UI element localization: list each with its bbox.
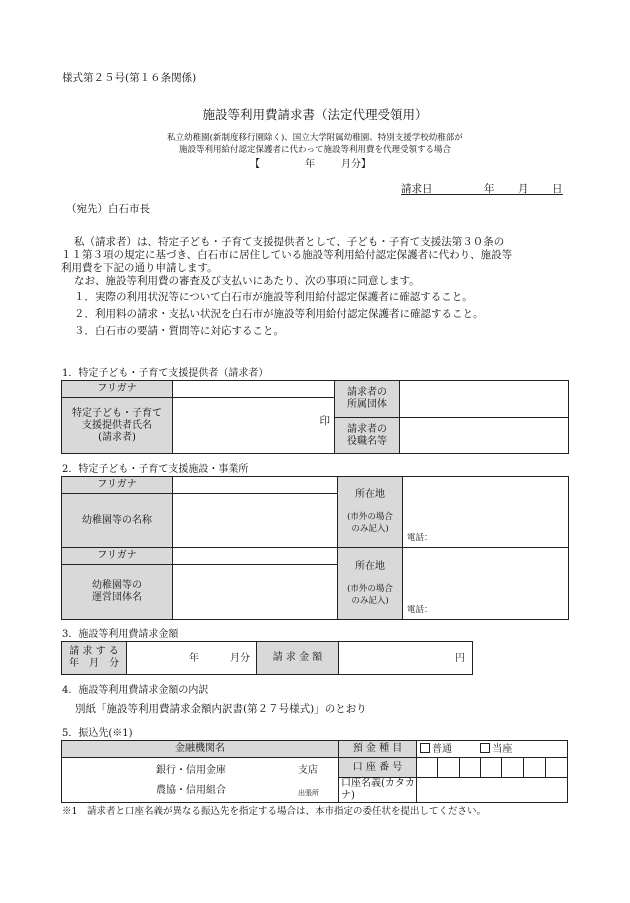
addressee: （宛先）白石市長 (66, 203, 150, 215)
account-digit-3[interactable] (460, 758, 481, 778)
provider-org-label: 請求者の 所属団体 (335, 381, 400, 418)
facility-furigana-field[interactable] (173, 477, 338, 494)
bank-table (61, 740, 568, 803)
period-field-month: 月分 (230, 653, 250, 664)
ordinary-checkbox[interactable] (420, 743, 430, 753)
sub-branch-label: 出張所 (298, 789, 319, 797)
bank-type-2: 農協・信用組合 (156, 785, 226, 796)
period-open-bracket: 【 (250, 159, 260, 170)
intro-line-2: １１第３項の規定に基づき、白石市に居住している施設等利用給付認定保護者に代わり、施設等 (61, 249, 513, 261)
operator-furigana-label: フリガナ (62, 548, 173, 565)
facility-furigana-label: フリガナ (62, 477, 173, 494)
period-field-year: 年 (189, 653, 199, 664)
deposit-checking-option[interactable]: 当座 (480, 744, 512, 755)
bank-name-header: 金融機関名 (62, 741, 339, 758)
request-date-year: 年 (484, 183, 495, 195)
account-holder-field[interactable] (417, 778, 568, 803)
account-digit-5[interactable] (502, 758, 524, 778)
form-number: 様式第２５号(第１６条関係) (62, 72, 197, 84)
consent-item-2: ２．利用料の請求・支払い状況を白石市が施設等利用給付認定保護者に確認すること。 (74, 308, 484, 320)
account-number-label: 口 座 番 号 (339, 758, 417, 778)
period-field[interactable] (127, 642, 257, 675)
amount-label: 請 求 金 額 (257, 642, 339, 675)
period-month: 月分】 (341, 159, 371, 170)
operator-name-label: 幼稚園等の 運営団体名 (62, 565, 173, 620)
account-digit-2[interactable] (438, 758, 460, 778)
operator-location-field[interactable] (403, 548, 569, 620)
account-digit-6[interactable] (524, 758, 546, 778)
yen-unit: 円 (455, 653, 465, 664)
intro-line-4: なお、施設等利用費の審査及び支払いにあたり、次の事項に同意します。 (74, 275, 420, 287)
facility-name-field[interactable] (173, 494, 338, 548)
page-title: 施設等利用費請求書（法定代理受領用） (202, 107, 428, 122)
subtitle-line-1: 私立幼稚園(新制度移行園除く)、国立大学附属幼稚園、特別支援学校幼稚部が (167, 133, 463, 143)
account-digit-7[interactable] (546, 758, 568, 778)
request-date-label: 請求日 (401, 183, 433, 195)
branch-label: 支店 (298, 765, 318, 776)
account-holder-label: 口座名義(カタカナ) (339, 778, 417, 803)
deposit-type-label: 預 金 種 目 (339, 741, 417, 758)
bank-type-1: 銀行・信用金庫 (156, 765, 226, 776)
footnote: ※1 請求者と口座名義が異なる振込先を指定する場合は、本市指定の委任状を提出してください。 (62, 806, 487, 817)
intro-line-3: 利用費を下記の通り申請します。 (61, 262, 218, 274)
subtitle-line-2: 施設等利用給付認定保護者に代わって施設等利用費を代理受領する場合 (179, 145, 451, 155)
operator-furigana-field[interactable] (173, 548, 338, 565)
facility-location-field[interactable] (403, 477, 569, 548)
amount-table (61, 641, 473, 675)
section4-heading: 4．施設等利用費請求金額の内訳 (62, 685, 209, 696)
provider-name-field[interactable] (173, 398, 335, 454)
provider-name-label: 特定子ども・子育て 支援提供者氏名 (請求者) (62, 398, 173, 454)
provider-org-field[interactable] (400, 381, 569, 418)
provider-furigana-field[interactable] (173, 381, 335, 398)
breakdown-reference: 別紙「施設等利用費請求金額内訳書(第２７号様式)」のとおり (75, 703, 367, 715)
account-digit-4[interactable] (481, 758, 502, 778)
section5-heading: 5．振込先(※1) (62, 728, 133, 739)
intro-line-1: 私（請求者）は、特定子ども・子育て支援提供者として、子ども・子育て支援法第３０条の (74, 236, 505, 248)
operator-location-label: 所在地 (市外の場合 のみ記入) (338, 548, 403, 620)
provider-role-label: 請求者の 役職名等 (335, 418, 400, 454)
facility-location-label: 所在地 (市外の場合 のみ記入) (338, 477, 403, 548)
section2-heading: 2．特定子ども・子育て支援施設・事業所 (62, 464, 249, 475)
provider-table (61, 380, 569, 454)
request-date-day: 日 (552, 183, 563, 195)
consent-item-1: １．実際の利用状況等について白石市が施設等利用給付認定保護者に確認すること。 (74, 291, 473, 303)
consent-item-3: ３．白石市の要請・質問等に対応すること。 (74, 325, 284, 337)
provider-furigana-label: フリガナ (62, 381, 173, 398)
provider-role-field[interactable] (400, 418, 569, 454)
request-date-month: 月 (518, 183, 529, 195)
checking-checkbox[interactable] (480, 743, 490, 753)
facility-name-label: 幼稚園等の名称 (62, 494, 173, 548)
period-year: 年 (305, 159, 315, 170)
amount-field[interactable] (339, 642, 473, 675)
deposit-type-options (417, 741, 568, 758)
operator-name-field[interactable] (173, 565, 338, 620)
section1-heading: 1．特定子ども・子育て支援提供者（請求者） (62, 368, 269, 379)
request-date (401, 181, 563, 195)
seal-mark: 印 (319, 415, 330, 427)
bank-name-field[interactable] (62, 758, 339, 803)
facility-table (61, 476, 569, 620)
facility-phone-label: 電話： (407, 533, 433, 543)
period-label: 請 求 す る 年 月 分 (62, 642, 127, 675)
account-digit-1[interactable] (417, 758, 438, 778)
deposit-ordinary-option[interactable]: 普通 (420, 744, 452, 755)
section3-heading: 3．施設等利用費請求金額 (62, 629, 179, 640)
operator-phone-label: 電話： (407, 605, 433, 615)
